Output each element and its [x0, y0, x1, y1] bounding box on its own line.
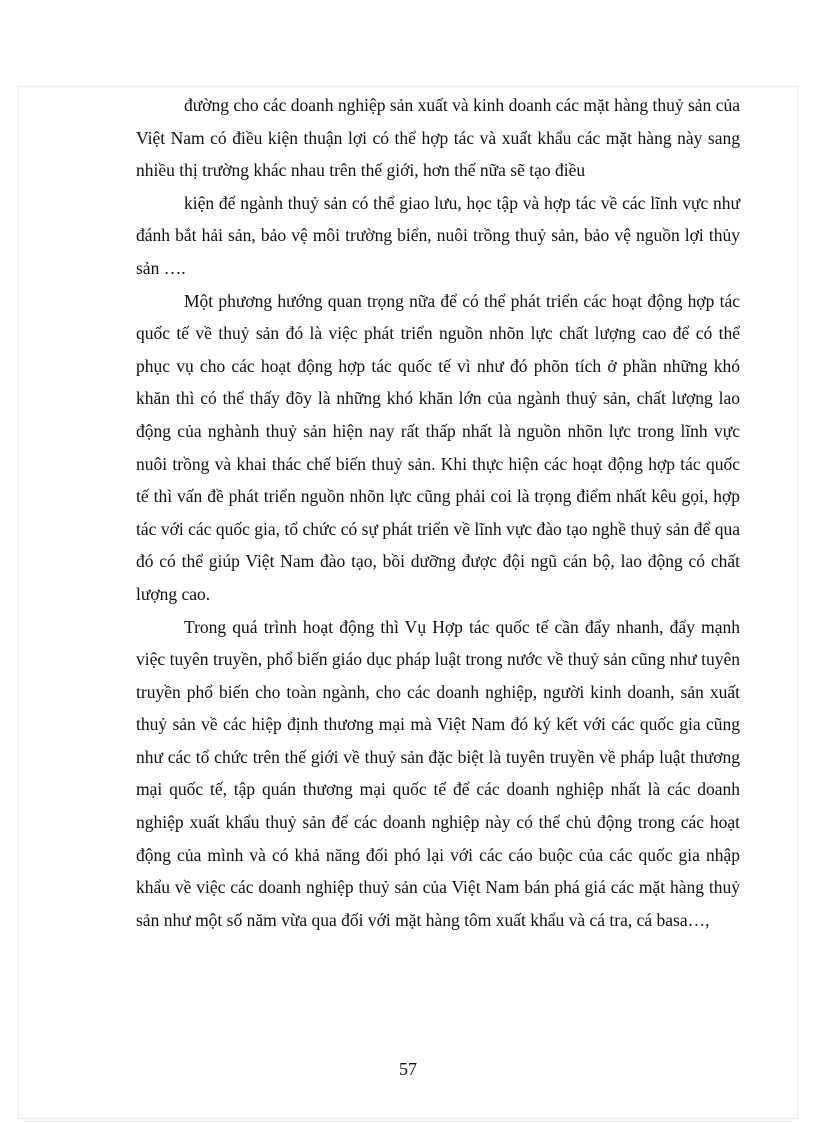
paragraph-1: đường cho các doanh nghiệp sản xuất và kinh doanh các mặt hàng thuỷ sản của Việt Nam có điều kiện thuận lợi có thể hợp tác và xuất khẩu các mặt hàng này sang nhiều thị trường khác nhau trên thế giới, hơn thế nữa sẽ tạo điều: [136, 95, 740, 181]
page-bottom-rule: [24, 1121, 792, 1122]
paragraph-4: Trong quá trình hoạt động thì Vụ Hợp tác quốc tế cần đẩy nhanh, đẩy mạnh việc tuyên truyền, phổ biến giáo dục pháp luật trong nước về thuỷ sản cũng như tuyên truyền phổ biến cho toàn ngành, cho các doanh nghiệp, người kinh doanh, sản xuất thuỷ sản về các hiệp định thương mại mà Việt Nam đó ký kết với các quốc gia cũng như các tổ chức trên thế giới về thuỷ sản đặc biệt là tuyên truyền về pháp luật thương mại quốc tế, tập quán thương mại quốc tế để các doanh nghiệp nhất là các doanh nghiệp xuất khẩu thuỷ sản để các doanh nghiệp này có thể chủ động trong các hoạt động của mình và có khả năng đối phó lại với các cáo buộc của các quốc gia nhập khẩu về việc các doanh nghiệp thuỷ sản của Việt Nam bán phá giá các mặt hàng thuỷ sản như một số năm vừa qua đối với mặt hàng tôm xuất khẩu và cá tra, cá basa…,: [136, 616, 740, 930]
paragraph-2: kiện để ngành thuỷ sản có thể giao lưu, học tập và hợp tác về các lĩnh vực như đánh bắt hải sản, bảo vệ môi trường biển, nuôi trồng thuỷ sản, bảo vệ nguồn lợi thủy sản ….: [136, 192, 740, 278]
document-body: [136, 89, 740, 936]
page-number: 57: [399, 1059, 417, 1079]
paragraph-3: Một phương hướng quan trọng nữa để có thể phát triển các hoạt động hợp tác quốc tế về thuỷ sản đó là việc phát triển nguồn nhõn lực chất lượng cao để có thể phục vụ cho các hoạt động hợp tác quốc tế vì như đó phõn tích ở phần những khó khăn thì có thể thấy đõy là những khó khăn lớn của ngành thuỷ sản, chất lượng lao động của nghành thuỷ sản hiện nay rất thấp nhất là nguồn nhõn lực trong lĩnh vực nuôi trồng và khai thác chế biến thuỷ sản. Khi thực hiện các hoạt động hợp tác quốc tế thì vấn đề phát triển nguồn nhõn lực cũng phải coi là trọng điểm nhất kêu gọi, hợp tác với các quốc gia, tổ chức có sự phát triển về lĩnh vực đào tạo nghề thuỷ sản để qua đó có thể giúp Việt Nam đào tạo, bồi dưỡng được đội ngũ cán bộ, lao động có chất lượng cao.: [136, 290, 740, 604]
